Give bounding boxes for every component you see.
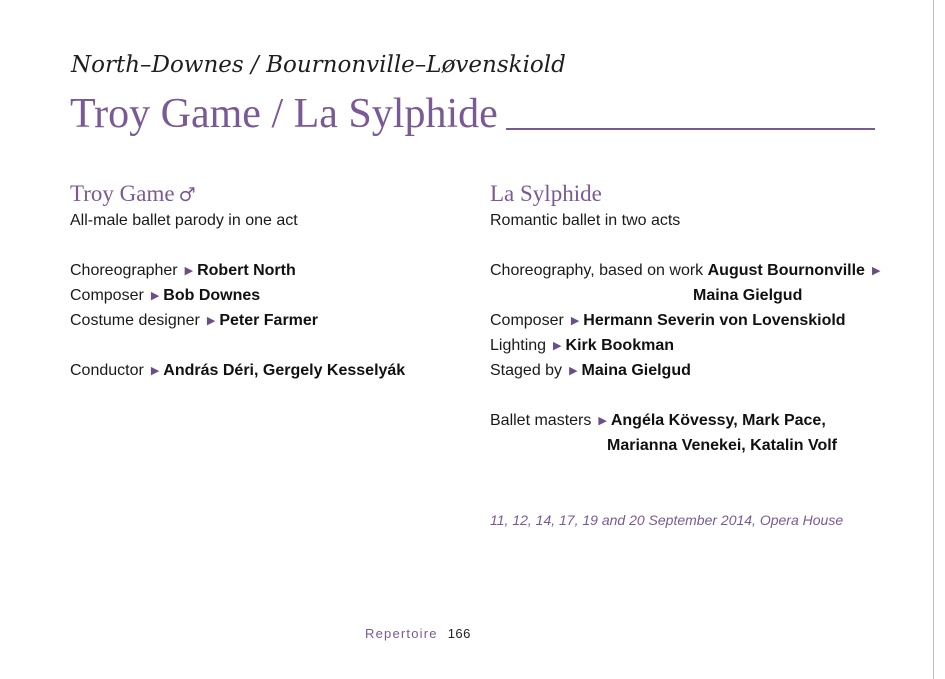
title-row [70, 90, 875, 138]
credit-role: Staged by [490, 362, 563, 379]
credit-name: András Déri, Gergely Kesselyák [163, 362, 406, 379]
la-sylphide-description: Romantic ballet in two acts [490, 212, 681, 229]
credit-role: Ballet masters [490, 412, 592, 429]
triangle-right-icon: ▶ [206, 315, 216, 327]
credit-name: Peter Farmer [219, 312, 319, 329]
credit-ballet-masters [490, 408, 910, 433]
credit-name: Marianna Venekei, Katalin Volf [607, 437, 837, 454]
credit-staged-by [490, 358, 910, 383]
triangle-right-icon: ▶ [598, 415, 607, 427]
credit-role: Composer [490, 312, 564, 329]
credit-name: Maina Gielgud [581, 362, 691, 379]
credit-name: Robert North [197, 262, 296, 279]
credit-conductor [70, 358, 470, 383]
credit-name: Kirk Bookman [565, 337, 674, 354]
troy-game-title [70, 180, 470, 208]
credit-composer [70, 283, 470, 308]
page-number: 166 [447, 626, 471, 641]
credit-name: Bob Downes [163, 287, 261, 304]
title-underline [506, 128, 875, 130]
credit-name: August Bournonville [707, 262, 865, 279]
credit-name: Angéla Kövessy, Mark Pace, [610, 412, 826, 429]
troy-game-description: All-male ballet parody in one act [70, 212, 298, 229]
credit-costume-designer [70, 308, 470, 333]
performance-dates: 11, 12, 14, 17, 19 and 20 September 2014, Opera House [490, 512, 844, 528]
troy-game-section [70, 180, 470, 383]
la-sylphide-section [490, 180, 910, 458]
credit-name: Maina Gielgud [693, 287, 803, 304]
triangle-right-icon: ▶ [871, 265, 881, 277]
page-footer [365, 626, 471, 641]
credit-choreographer [70, 258, 470, 283]
credit-choreography [490, 258, 910, 283]
credit-lighting [490, 333, 910, 358]
triangle-right-icon: ▶ [553, 340, 562, 352]
credit-role: Choreographer [70, 262, 178, 279]
page-subtitle: North–Downes / Bournonville–Løvenskiold [71, 52, 566, 78]
credit-composer [490, 308, 910, 333]
credit-role: Lighting [490, 337, 547, 354]
credit-role: Costume designer [70, 312, 200, 329]
credit-choreography-cont [490, 283, 910, 308]
credit-role: Composer [70, 287, 144, 304]
triangle-right-icon: ▶ [150, 290, 160, 302]
la-sylphide-title: La Sylphide [490, 181, 602, 206]
credit-role: Choreography, based on work [490, 262, 704, 279]
credit-name: Hermann Severin von Lovenskiold [583, 312, 846, 329]
male-symbol-icon: ♂ [178, 184, 196, 206]
page-title: Troy Game / La Sylphide [70, 91, 498, 137]
troy-game-title-text: Troy Game [70, 181, 175, 206]
credit-ballet-masters-cont [490, 433, 910, 458]
triangle-right-icon: ▶ [570, 315, 580, 327]
triangle-right-icon: ▶ [184, 265, 194, 277]
triangle-right-icon: ▶ [569, 365, 578, 377]
credit-role: Conductor [70, 362, 144, 379]
triangle-right-icon: ▶ [150, 365, 160, 377]
footer-section-label: Repertoire [365, 626, 438, 641]
